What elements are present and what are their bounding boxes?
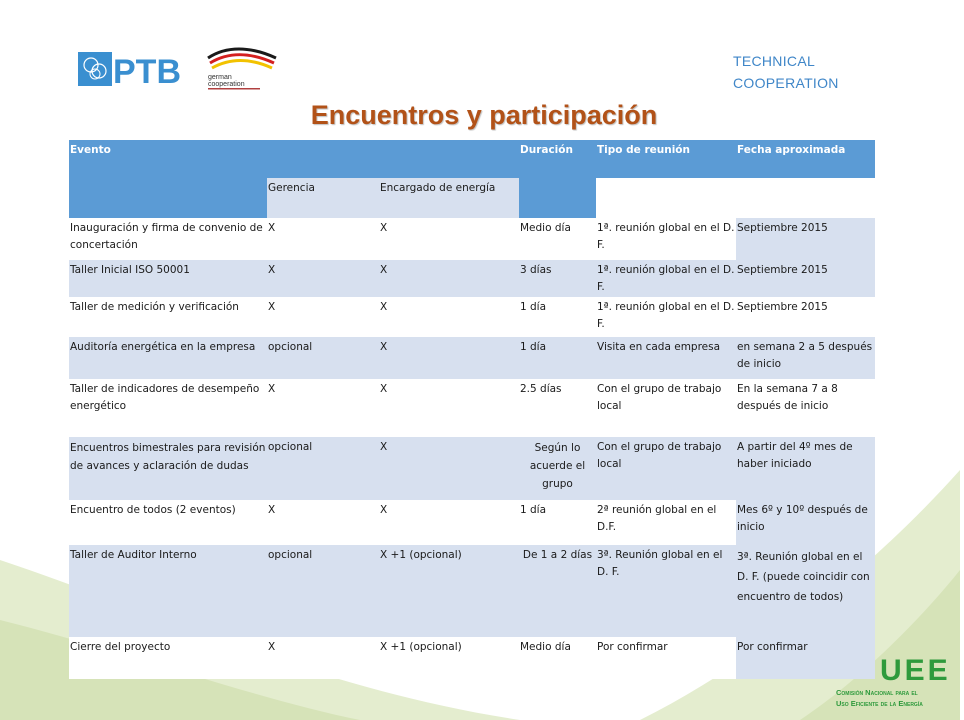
cell-fecha: Septiembre 2015: [736, 297, 875, 337]
tech-line-1: TECHNICAL: [733, 53, 816, 69]
cell-tipo: Con el grupo de trabajo local: [596, 437, 736, 500]
uee-logo-text: UEE: [880, 654, 951, 687]
header-duracion: Duración: [519, 140, 596, 218]
ptb-logo: [78, 50, 181, 91]
cell-encargado: X +1 (opcional): [379, 637, 519, 679]
cell-encargado: X: [379, 437, 519, 500]
uee-line-1: Comisión Nacional para el: [836, 688, 918, 697]
cell-tipo: 2ª reunión global en el D.F.: [596, 500, 736, 545]
cell-gerencia: X: [267, 500, 379, 545]
cell-fecha: en semana 2 a 5 después de inicio: [736, 337, 875, 379]
meetings-table: [69, 140, 875, 679]
cell-evento: Cierre del proyecto: [69, 637, 267, 679]
cell-fecha: 3ª. Reunión global en el D. F. (puede coincidir con encuentro de todos): [736, 545, 875, 637]
cell-evento: Encuentros bimestrales para revisión de avances y aclaración de dudas: [69, 437, 267, 500]
cell-encargado: X: [379, 500, 519, 545]
header-tipo: Tipo de reunión: [596, 140, 736, 178]
subheader-encargado: Encargado de energía: [379, 178, 519, 218]
table-row: [69, 637, 875, 679]
cell-evento: Taller de medición y verificación: [69, 297, 267, 337]
cell-tipo: 1ª. reunión global en el D. F.: [596, 218, 736, 260]
cell-duracion: 1 día: [519, 297, 596, 337]
cell-encargado: X: [379, 337, 519, 379]
cell-evento: Encuentro de todos (2 eventos): [69, 500, 267, 545]
cell-fecha: A partir del 4º mes de haber iniciado: [736, 437, 875, 500]
cell-evento: Inauguración y firma de convenio de concertación: [69, 218, 267, 260]
cell-duracion: Medio día: [519, 637, 596, 679]
subheader-gerencia: Gerencia: [267, 178, 379, 218]
cell-gerencia: X: [267, 379, 379, 437]
cell-gerencia: X: [267, 218, 379, 260]
cell-duracion: 1 día: [519, 337, 596, 379]
cell-tipo: Por confirmar: [596, 637, 736, 679]
cell-gerencia: X: [267, 637, 379, 679]
table-row: [69, 545, 875, 637]
svg-text:PTB: PTB: [113, 53, 181, 91]
cell-gerencia: opcional: [267, 437, 379, 500]
cell-fecha: Septiembre 2015: [736, 218, 875, 260]
cell-encargado: X: [379, 297, 519, 337]
table-row: [69, 437, 875, 500]
table-row: [69, 500, 875, 545]
german-cooperation-logo: [204, 44, 280, 92]
cell-gerencia: opcional: [267, 337, 379, 379]
cell-duracion: Medio día: [519, 218, 596, 260]
cell-evento: Auditoría energética en la empresa: [69, 337, 267, 379]
cell-encargado: X: [379, 218, 519, 260]
uee-logo: [836, 656, 951, 708]
table-row: [69, 260, 875, 297]
page-title: Encuentros y participación: [310, 100, 658, 130]
tech-line-2: COOPERATION: [733, 75, 839, 91]
cell-encargado: X: [379, 260, 519, 297]
cell-gerencia: X: [267, 260, 379, 297]
subheader-empty-tipo: [596, 178, 736, 218]
svg-text:cooperation: cooperation: [208, 81, 245, 88]
table-row: [69, 218, 875, 260]
cell-evento: Taller de Auditor Interno: [69, 545, 267, 637]
cell-fecha: En la semana 7 a 8 después de inicio: [736, 379, 875, 437]
cell-fecha: Septiembre 2015: [736, 260, 875, 297]
header-evento: Evento: [69, 140, 267, 218]
table-row: [69, 297, 875, 337]
cell-tipo: Visita en cada empresa: [596, 337, 736, 379]
cell-evento: Taller Inicial ISO 50001: [69, 260, 267, 297]
cell-tipo: 1ª. reunión global en el D. F.: [596, 260, 736, 297]
cell-duracion: De 1 a 2 días: [519, 545, 596, 637]
cell-encargado: X: [379, 379, 519, 437]
cell-gerencia: opcional: [267, 545, 379, 637]
cell-fecha: Por confirmar: [736, 637, 875, 679]
cell-evento: Taller de indicadores de desempeño energético: [69, 379, 267, 437]
header-fecha: Fecha aproximada: [736, 140, 875, 178]
cell-duracion: 1 día: [519, 500, 596, 545]
table-row: [69, 337, 875, 379]
cell-tipo: 1ª. reunión global en el D. F.: [596, 297, 736, 337]
subheader-empty-fecha: [736, 178, 875, 218]
cell-tipo: Con el grupo de trabajo local: [596, 379, 736, 437]
cell-gerencia: X: [267, 297, 379, 337]
header-participantes: [267, 140, 519, 178]
cell-duracion: 2.5 días: [519, 379, 596, 437]
technical-cooperation-label: [733, 50, 839, 94]
cell-duracion: Según lo acuerde el grupo: [519, 437, 596, 500]
uee-line-2: Uso Eficiente de la Energía: [836, 699, 923, 708]
table-row: [69, 379, 875, 437]
cell-fecha: Mes 6º y 10º después de inicio: [736, 500, 875, 545]
svg-text:german: german: [208, 74, 232, 81]
cell-duracion: 3 días: [519, 260, 596, 297]
cell-encargado: X +1 (opcional): [379, 545, 519, 637]
cell-tipo: 3ª. Reunión global en el D. F.: [596, 545, 736, 637]
